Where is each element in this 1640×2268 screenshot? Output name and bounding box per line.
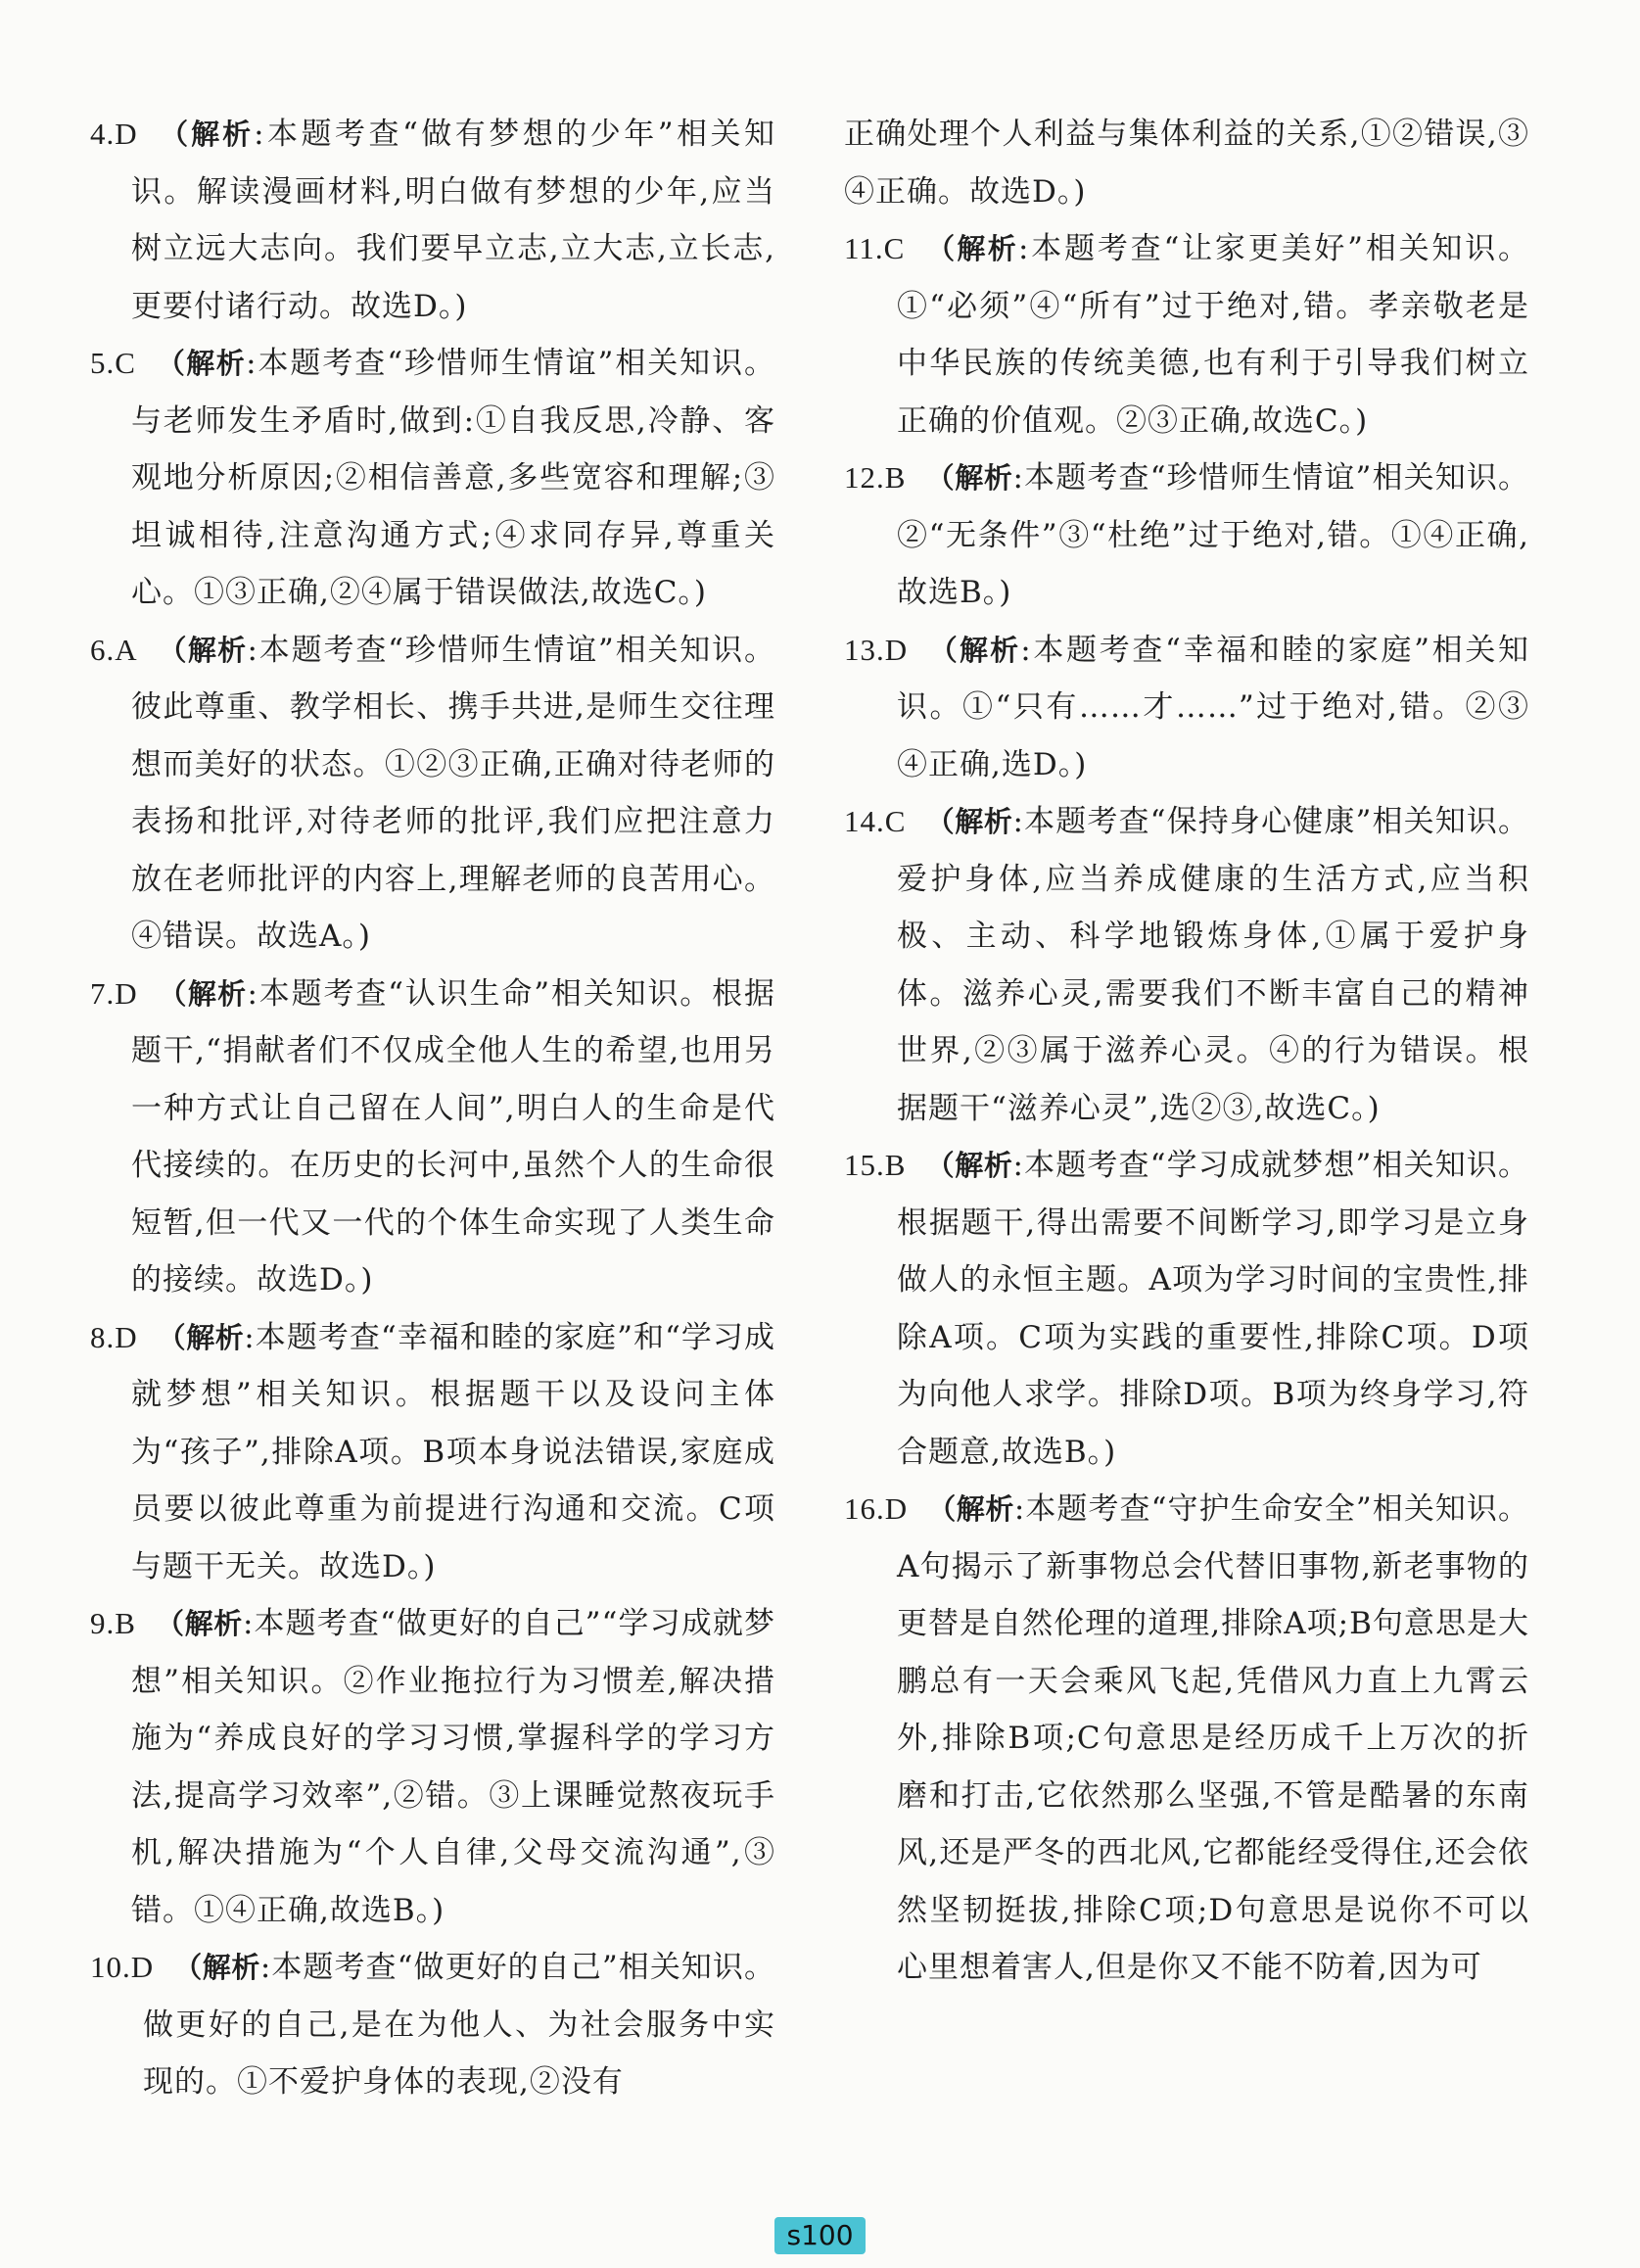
answer-item-12: 12.B （解析:本题考查“珍惜师生情谊”相关知识。②“无条件”③“杜绝”过于绝对,错。①④正确,故选B。) — [844, 460, 1529, 610]
answer-item-10-continued: 正确处理个人利益与集体利益的关系,①②错误,③④正确。故选D。) — [844, 117, 1529, 210]
answer-item-5: 5.C （解析:本题考查“珍惜师生情谊”相关知识。与老师发生矛盾时,做到:①自我反思,冷静、客观地分析原因;②相信善意,多些宽容和理解;③坦诚相待,注意沟通方式;④求同存异,尊重关心。①③正确,②④属于错误做法,故选C。) — [90, 346, 775, 610]
answer-item-16: 16.D （解析:本题考查“守护生命安全”相关知识。A句揭示了新事物总会代替旧事物,新老事物的更替是自然伦理的道理,排除A项;B句意思是大鹏总有一天会乘风飞起,凭借风力直上九霄云外,排除B项;C句意思是经历成千上万次的折磨和打击,它依然那么坚强,不管是酷暑的东南风,还是严冬的西北风,它都能经受得住,还会依然坚韧挺拔,排除C项;D句意思是说你不可以心里想着害人,但是你又不能不防着,因为可 — [844, 1491, 1529, 1985]
answer-item-11: 11.C （解析:本题考查“让家更美好”相关知识。①“必须”④“所有”过于绝对,错。孝亲敬老是中华民族的传统美德,也有利于引导我们树立正确的价值观。②③正确,故选C。) — [844, 231, 1529, 439]
answer-item-15: 15.B （解析:本题考查“学习成就梦想”相关知识。根据题干,得出需要不间断学习,即学习是立身做人的永恒主题。A项为学习时间的宝贵性,排除A项。C项为实践的重要性,排除C项。D项为向他人求学。排除D项。B项为终身学习,符合题意,故选B。) — [844, 1148, 1529, 1470]
answer-item-4: 4.D （解析:本题考查“做有梦想的少年”相关知识。解读漫画材料,明白做有梦想的少年,应当树立远大志向。我们要早立志,立大志,立长志,更要付诸行动。故选D。) — [90, 117, 775, 324]
right-column — [844, 106, 1529, 1997]
answer-item-14: 14.C （解析:本题考查“保持身心健康”相关知识。爱护身体,应当养成健康的生活方式,应当积极、主动、科学地锻炼身体,①属于爱护身体。滋养心灵,需要我们不断丰富自己的精神世界,②③属于滋养心灵。④的行为错误。根据题干“滋养心灵”,选②③,故选C。) — [844, 804, 1529, 1126]
answer-item-6: 6.A （解析:本题考查“珍惜师生情谊”相关知识。彼此尊重、教学相长、携手共进,是师生交往理想而美好的状态。①②③正确,正确对待老师的表扬和批评,对待老师的批评,我们应把注意力放在老师批评的内容上,理解老师的良苦用心。④错误。故选A。) — [90, 632, 775, 954]
answer-item-8: 8.D （解析:本题考查“幸福和睦的家庭”和“学习成就梦想”相关知识。根据题干以及设问主体为“孩子”,排除A项。B项本身说法错误,家庭成员要以彼此尊重为前提进行沟通和交流。C项与题干无关。故选D。) — [90, 1319, 775, 1584]
page-number — [0, 2217, 1640, 2254]
answer-item-9: 9.B （解析:本题考查“做更好的自己”“学习成就梦想”相关知识。②作业拖拉行为习惯差,解决措施为“养成良好的学习习惯,掌握科学的学习方法,提高学习效率”,②错。③上课睡觉熬夜玩手机,解决措施为“个人自律,父母交流沟通”,③错。①④正确,故选B。) — [90, 1606, 775, 1928]
page-number-label: s100 — [774, 2217, 865, 2254]
answer-item-13: 13.D （解析:本题考查“幸福和睦的家庭”相关知识。①“只有……才……”过于绝对,错。②③④正确,选D。) — [844, 632, 1529, 782]
answer-item-7: 7.D （解析:本题考查“认识生命”相关知识。根据题干,“捐献者们不仅成全他人生的希望,也用另一种方式让自己留在人间”,明白人的生命是代代接续的。在历史的长河中,虽然个人的生命很短暂,但一代又一代的个体生命实现了人类生命的接续。故选D。) — [90, 975, 775, 1298]
left-column — [90, 106, 775, 2111]
answer-item-10: 10.D （解析:本题考查“做更好的自己”相关知识。做更好的自己,是在为他人、为社会服务中实现的。①不爱护身体的表现,②没有 — [90, 1950, 775, 2100]
